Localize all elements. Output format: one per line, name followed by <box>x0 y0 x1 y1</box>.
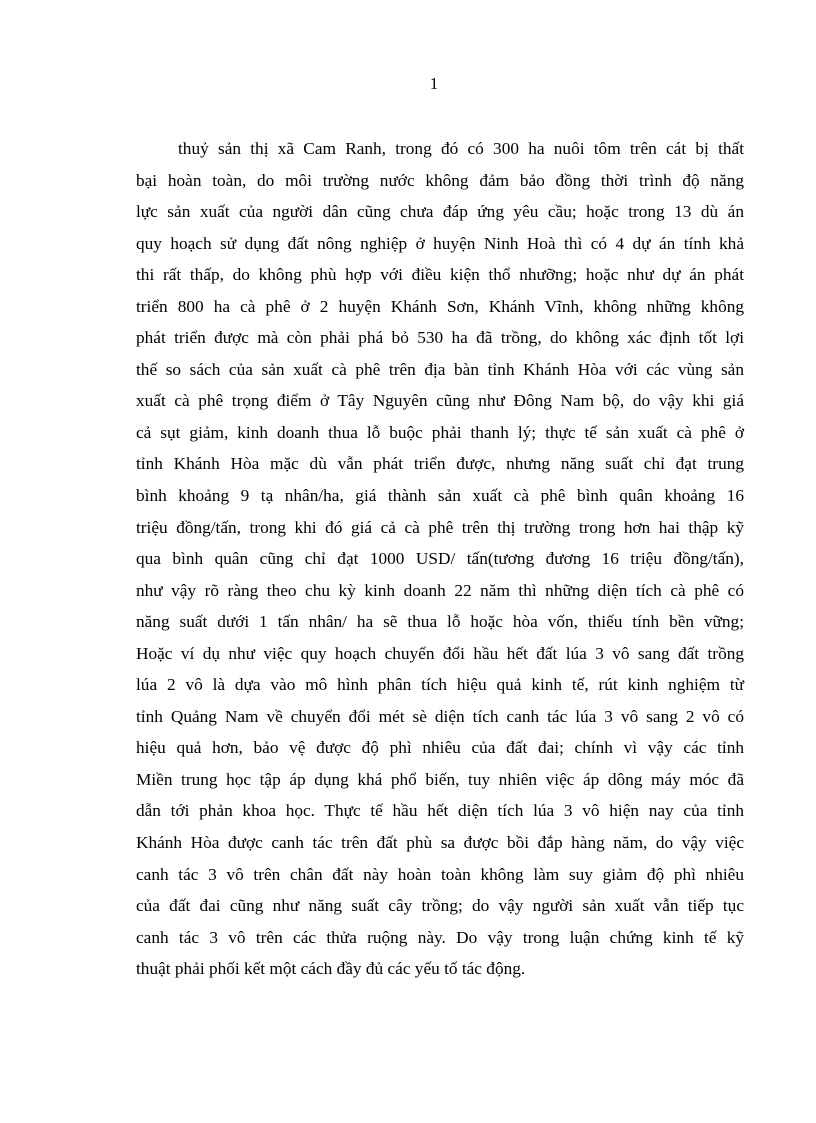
text-line: thi rất thấp, do không phù hợp với điều kiện thổ nhưỡng; hoặc như dự án phát <box>136 265 744 285</box>
text-line: triển 800 ha cà phê ở 2 huyện Khánh Sơn, Khánh Vĩnh, không những không <box>136 296 744 316</box>
text-line: bình khoảng 9 tạ nhân/ha, giá thành sản xuất cà phê bình quân khoảng 16 <box>136 486 744 506</box>
text-line: thuỷ sản thị xã Cam Ranh, trong đó có 300 ha nuôi tôm trên cát bị thất <box>178 139 744 158</box>
text-line: Khánh Hòa được canh tác trên đất phù sa được bồi đắp hàng năm, do vậy việc <box>136 833 744 853</box>
text-line: cả sụt giảm, kinh doanh thua lỗ buộc phải thanh lý; thực tế sản xuất cà phê ở <box>136 422 744 442</box>
text-line: hiệu quả hơn, bảo vệ được độ phì nhiêu của đất đai; chính vì vậy các tỉnh <box>136 738 744 758</box>
text-line: tỉnh Quảng Nam về chuyển đổi mét sè diện tích canh tác lúa 3 vô sang 2 vô có <box>136 706 744 726</box>
text-line: triệu đồng/tấn, trong khi đó giá cả cà phê trên thị trường trong hơn hai thập kỹ <box>136 517 744 537</box>
text-line: canh tác 3 vô trên các thửa ruộng này. Do vậy trong luận chứng kinh tế kỹ <box>136 927 744 947</box>
text-line: canh tác 3 vô trên chân đất này hoàn toàn không làm suy giảm độ phì nhiêu <box>136 864 744 884</box>
body-paragraph <box>136 133 744 985</box>
text-line: như vậy rõ ràng theo chu kỳ kinh doanh 22 năm thì những diện tích cà phê có <box>136 580 744 600</box>
text-line: Miền trung học tập áp dụng khá phổ biến, tuy nhiên việc áp dông máy móc đã <box>136 769 744 789</box>
text-line: quy hoạch sử dụng đất nông nghiệp ở huyện Ninh Hoà thì có 4 dự án tính khả <box>136 233 744 253</box>
text-line: lực sản xuất của người dân cũng chưa đáp ứng yêu cầu; hoặc trong 13 dù án <box>136 202 744 222</box>
text-line: tỉnh Khánh Hòa mặc dù vẫn phát triển được, nhưng năng suất chỉ đạt trung <box>136 454 744 474</box>
text-line: thế so sách của sản xuất cà phê trên địa bàn tỉnh Khánh Hòa với các vùng sản <box>136 359 744 379</box>
text-line: Hoặc ví dụ như việc quy hoạch chuyển đổi hầu hết đất lúa 3 vô sang đất trồng <box>136 643 744 663</box>
text-line: bại hoàn toàn, do môi trường nước không đảm bảo đồng thời trình độ năng <box>136 170 744 190</box>
text-line: thuật phải phối kết một cách đầy đủ các yếu tố tác động. <box>136 959 526 979</box>
text-line: của đất đai cũng như năng suất cây trồng; do vậy người sản xuất vẫn tiếp tục <box>136 896 744 916</box>
text-line: qua bình quân cũng chỉ đạt 1000 USD/ tấn(tương đương 16 triệu đồng/tấn), <box>136 549 744 569</box>
text-line: lúa 2 vô là dựa vào mô hình phân tích hiệu quả kinh tế, rút kinh nghiệm từ <box>136 675 744 695</box>
page-number: 1 <box>429 74 439 93</box>
text-line: dẫn tới phản khoa học. Thực tế hầu hết diện tích lúa 3 vô hiện nay của tỉnh <box>136 801 744 821</box>
text-line: xuất cà phê trọng điểm ở Tây Nguyên cũng như Đông Nam bộ, do vậy khi giá <box>136 391 744 411</box>
text-line: năng suất dưới 1 tấn nhân/ ha sẽ thua lỗ hoặc hòa vốn, thiếu tính bền vững; <box>136 612 744 632</box>
text-line: phát triển được mà còn phải phá bỏ 530 ha đã trồng, do không xác định tốt lợi <box>136 328 744 348</box>
